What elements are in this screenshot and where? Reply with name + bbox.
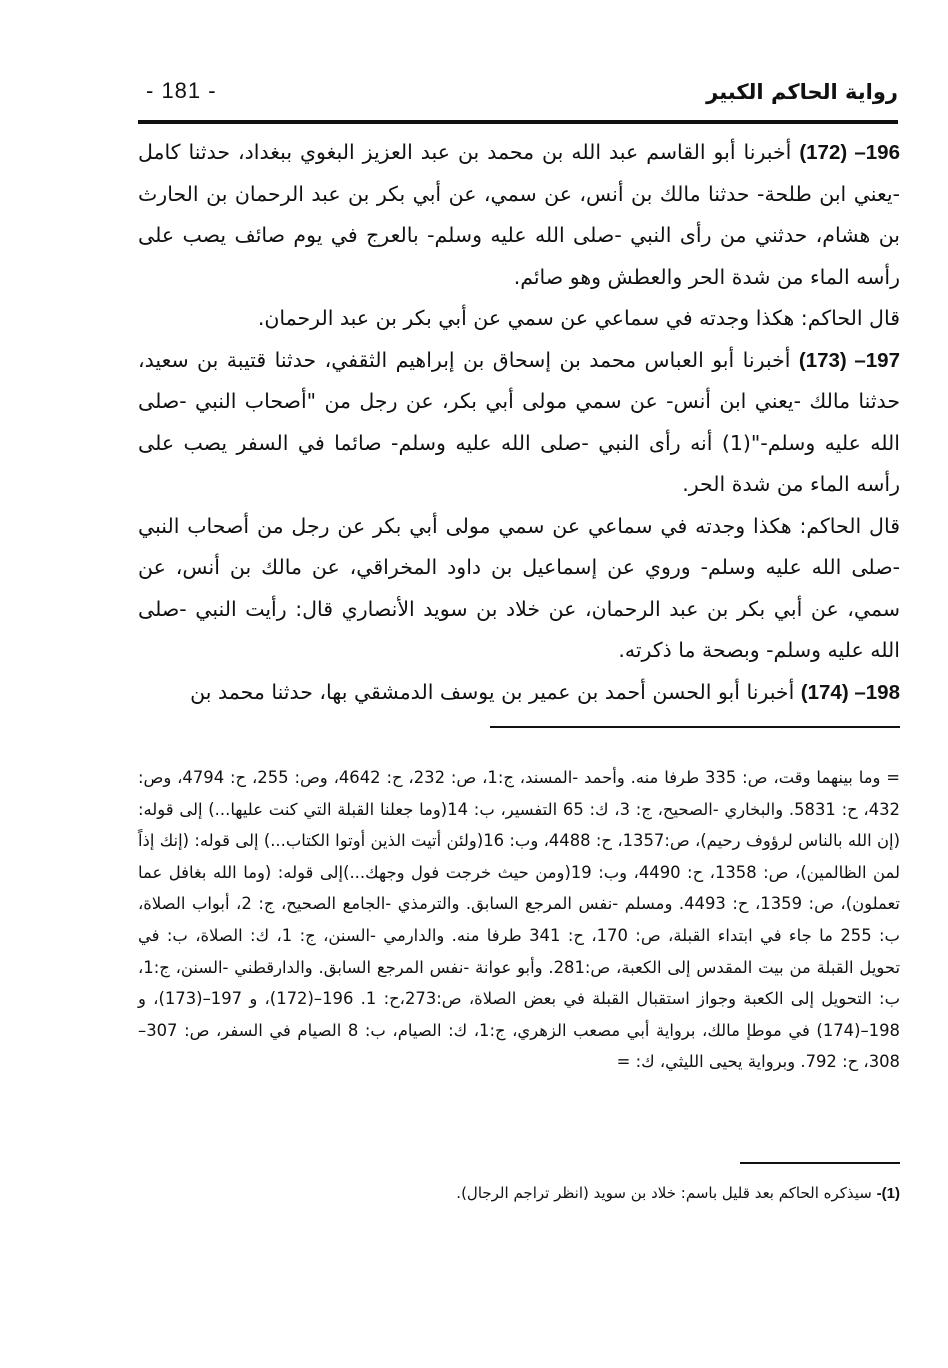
hakim-comment: قال الحاكم: هكذا وجدته في سماعي عن سمي عن أبي بكر بن عبد الرحمان. bbox=[257, 306, 900, 330]
footnote-mark: (1)- bbox=[876, 1185, 900, 1202]
footnote bbox=[138, 1180, 900, 1207]
hadith-197 bbox=[138, 340, 900, 506]
footnote-rule bbox=[740, 1162, 900, 1164]
footnote-1 bbox=[138, 1180, 900, 1207]
page-number: - 181 - bbox=[146, 78, 217, 103]
commentary bbox=[138, 762, 900, 1078]
header-rule bbox=[138, 120, 898, 124]
hadith-number: 198– (174) bbox=[800, 680, 900, 704]
main-text bbox=[138, 132, 900, 713]
running-title: رواية الحاكم الكبير bbox=[706, 80, 898, 104]
hadith-text: أخبرنا أبو القاسم عبد الله بن محمد بن عبد العزيز البغوي ببغداد، حدثنا كامل -يعني ابن طلحة- حدثنا مالك بن أنس، عن سمي، عن أبي بكر بن عبد الرحمان بن الحارث بن هشام، حدثني من رأى النبي -صلى الله عليه وسلم- بالعرج في يوم صائف يصب على رأسه الماء من شدة الحر والعطش وهو صائم. bbox=[138, 140, 900, 289]
hadith-196 bbox=[138, 132, 900, 298]
hakim-comment: قال الحاكم: هكذا وجدته في سماعي عن سمي مولى أبي بكر عن رجل من أصحاب النبي -صلى الله عليه وسلم- وروي عن إسماعيل بن داود المخراقي، عن مالك بن أنس، عن سمي، عن أبي بكر بن عبد الرحمان، عن خلاد بن سويد الأنصاري قال: رأيت النبي -صلى الله عليه وسلم- وبصحة ما ذكرته. bbox=[138, 513, 900, 662]
commentary-text: = وما بينهما وقت، ص: 335 طرفا منه. وأحمد -المسند، ج:1، ص: 232، ح: 4642، وص: 255، ح: 4794، وص: 432، ح: 5831. والبخاري -الصحيح، ج: 3، ك: 65 التفسير، ب: 14(وما جعلنا القبلة التي كنت عليها...) إلى قوله: (إن الله بالناس لرؤوف رحيم)، ص:1357، ح: 4488، وب: 16(ولئن أتيت الذين أوتوا الكتاب...) إلى قوله: (إنك إذاً لمن الظالمين)، ص: 1358، ح: 4490، وب: 19(ومن حيث خرجت فول وجهك...)إلى قوله: (وما الله بغافل عما تعملون)، ص: 1359، ح: 4493. ومسلم -نفس المرجع السابق. والترمذي -الجامع الصحيح، ج: 2، أبواب الصلاة، ب: 255 ما جاء في ابتداء القبلة، ص: 170، ح: 341 طرفا منه. والدارمي -السنن، ج: 1، ك: الصلاة، ب: في تحويل القبلة من بيت المقدس إلى الكعبة، ص:281. وأبو عوانة -نفس المرجع السابق. والدارقطني -السنن، ج:1، ب: التحويل إلى الكعبة وجواز استقبال القبلة في بعض الصلاة، ص:273،ح: 1. 196–(172)، و 197–(173)، و 198–(174) في موطإ مالك، برواية أبي مصعب الزهري، ج:1، ك: الصيام، ب: 8 الصيام في السفر، ص: 307–308، ح: 792. وبرواية يحيى الليثي، ك: = bbox=[138, 768, 901, 1072]
hadith-number: 196– (172) bbox=[799, 141, 900, 164]
hadith-number: 197– (173) bbox=[798, 348, 900, 372]
hadith-text: أخبرنا أبو الحسن أحمد بن عمير بن يوسف الدمشقي بها، حدثنا محمد بن bbox=[190, 679, 801, 704]
footnote-divider bbox=[490, 726, 900, 728]
page-header bbox=[138, 70, 898, 110]
hadith-198 bbox=[138, 672, 900, 714]
hadith-text: أخبرنا أبو العباس محمد بن إسحاق بن إبراهيم الثقفي، حدثنا قتيبة بن سعيد، حدثنا مالك -يعني ابن أنس- عن سمي مولى أبي بكر، عن رجل من "أصحاب النبي -صلى الله عليه وسلم-"(1) أنه رأى النبي -صلى الله عليه وسلم- صائما في السفر يصب على رأسه الماء من شدة الحر. bbox=[138, 347, 900, 496]
footnote-text: سيذكره الحاكم بعد قليل باسم: خلاد بن سويد (انظر تراجم الرجال). bbox=[456, 1184, 877, 1202]
